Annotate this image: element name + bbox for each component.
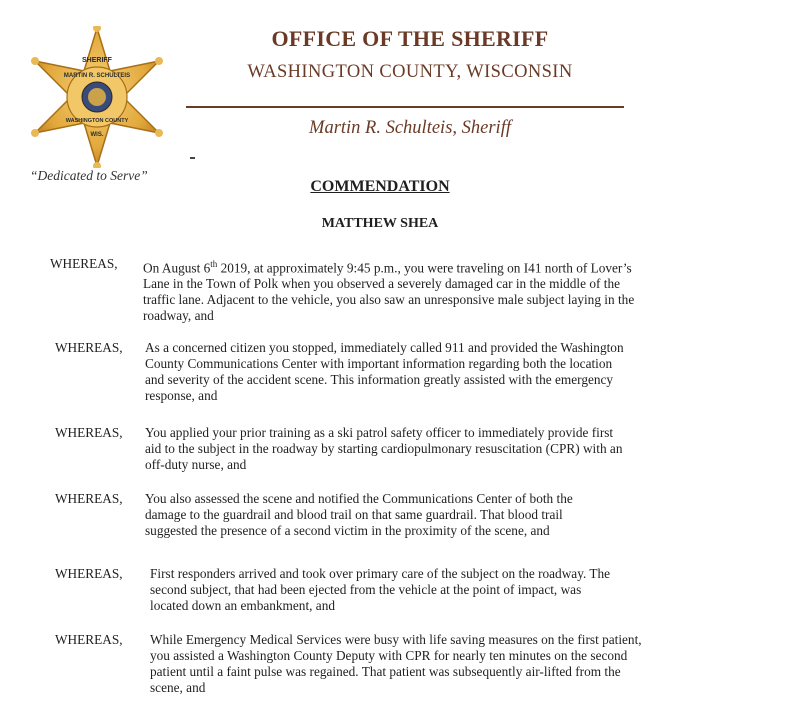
clause-line: patient until a faint pulse was regained. That patient was subsequently air-lifted from the bbox=[150, 664, 621, 679]
clause-line: You applied your prior training as a ski patrol safety officer to immediately provide first bbox=[145, 425, 614, 440]
whereas-label: WHEREAS, bbox=[50, 256, 118, 271]
clause-line: and severity of the accident scene. This information greatly assisted with the emergency bbox=[145, 372, 614, 387]
star-badge-icon bbox=[26, 26, 168, 168]
clause-line: damage to the guardrail and blood trail on that same guardrail. That blood trail bbox=[145, 507, 563, 522]
clause-line: response, and bbox=[145, 388, 218, 403]
clause-line: On August 6th 2019, at approximately 9:45 p.m., you were traveling on I41 north of Lover’s bbox=[143, 259, 632, 276]
clause-line: second subject, that had been ejected from the vehicle at the point of impact, was bbox=[150, 582, 582, 597]
whereas-label: WHEREAS, bbox=[55, 566, 123, 581]
whereas-text bbox=[145, 491, 573, 539]
clause-line: located down an embankment, and bbox=[150, 598, 335, 613]
clause-line: County Communications Center with important information regarding both the location bbox=[145, 356, 613, 371]
recipient-name: MATTHEW SHEA bbox=[321, 216, 439, 231]
clause-line: off-duty nurse, and bbox=[145, 457, 247, 472]
clause-line: While Emergency Medical Services were busy with life saving measures on the first patient, bbox=[150, 632, 642, 647]
clause-line: aid to the subject in the roadway by starting cardiopulmonary resuscitation (CPR) with an bbox=[145, 441, 623, 456]
letterhead bbox=[180, 26, 640, 83]
clause-line: Lane in the Town of Polk when you observed a severely damaged car in the middle of the bbox=[143, 276, 620, 292]
clause-line: You also assessed the scene and notified the Communications Center of both the bbox=[145, 491, 573, 506]
badge-county-text: WASHINGTON COUNTY bbox=[65, 118, 129, 124]
whereas-text bbox=[145, 425, 622, 473]
county-title: WASHINGTON COUNTY, WISCONSIN bbox=[247, 62, 573, 82]
whereas-label: WHEREAS, bbox=[55, 425, 123, 440]
whereas-label: WHEREAS, bbox=[55, 491, 123, 506]
badge-state-text: WIS. bbox=[90, 132, 104, 138]
clause-line: First responders arrived and took over primary care of the subject on the roadway. The bbox=[150, 566, 611, 581]
clause-line: roadway, and bbox=[143, 308, 214, 324]
whereas-text bbox=[150, 566, 610, 614]
clause-line: suggested the presence of a second victim in the proximity of the scene, and bbox=[145, 523, 550, 538]
whereas-text bbox=[145, 340, 624, 404]
clause-line: scene, and bbox=[150, 680, 206, 695]
sheriff-star-badge bbox=[26, 26, 168, 168]
stray-mark bbox=[190, 157, 195, 159]
badge-name-text: MARTIN R. SCHULTEIS bbox=[63, 73, 131, 79]
clause-line: traffic lane. Adjacent to the vehicle, you also saw an unresponsive male subject laying in the bbox=[143, 292, 635, 308]
clause-line: As a concerned citizen you stopped, immediately called 911 and provided the Washington bbox=[145, 340, 624, 355]
document-title: COMMENDATION bbox=[310, 178, 450, 195]
whereas-label: WHEREAS, bbox=[55, 632, 123, 647]
badge-top-text: SHERIFF bbox=[82, 57, 112, 64]
clause-line: you assisted a Washington County Deputy with CPR for nearly ten minutes on the second bbox=[150, 648, 628, 663]
sheriff-name: Martin R. Schulteis, Sheriff bbox=[309, 118, 511, 138]
whereas-text bbox=[150, 632, 642, 696]
office-title: OFFICE OF THE SHERIFF bbox=[271, 26, 549, 51]
whereas-label: WHEREAS, bbox=[55, 340, 123, 355]
motto: “Dedicated to Serve” bbox=[30, 168, 148, 183]
whereas-text bbox=[143, 256, 634, 324]
header-divider bbox=[186, 106, 624, 108]
